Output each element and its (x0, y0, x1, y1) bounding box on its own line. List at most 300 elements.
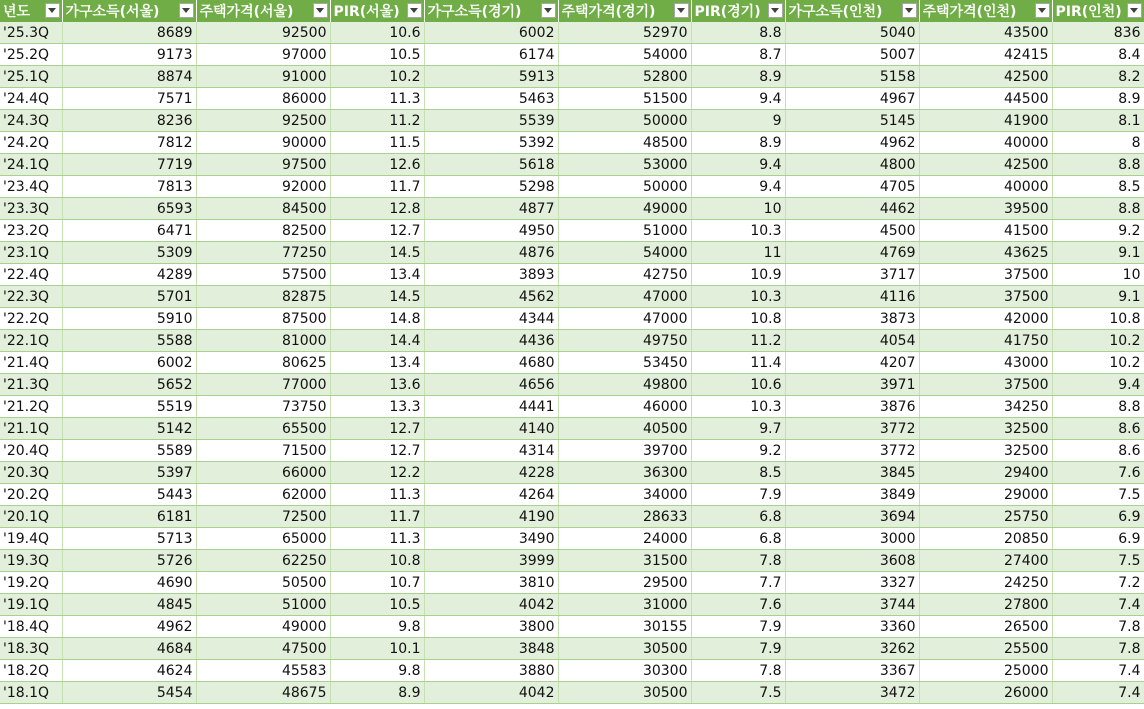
table-cell[interactable]: 50000 (558, 176, 691, 198)
table-cell[interactable]: 36300 (558, 462, 691, 484)
column-header-income-incheon[interactable] (785, 0, 919, 22)
table-cell[interactable]: 7.5 (691, 682, 785, 704)
quarter-cell[interactable]: '20.2Q (0, 484, 62, 506)
quarter-cell[interactable]: '24.2Q (0, 132, 62, 154)
table-cell[interactable]: 49000 (558, 198, 691, 220)
table-cell[interactable]: 8236 (62, 110, 196, 132)
table-cell[interactable]: 82875 (196, 286, 330, 308)
table-cell[interactable]: 3262 (785, 638, 919, 660)
table-cell[interactable]: 8689 (62, 22, 196, 44)
table-cell[interactable]: 10.6 (330, 22, 424, 44)
table-cell[interactable]: 4962 (785, 132, 919, 154)
table-cell[interactable]: 3880 (424, 660, 558, 682)
table-cell[interactable]: 4962 (62, 616, 196, 638)
table-cell[interactable]: 3608 (785, 550, 919, 572)
quarter-cell[interactable]: '22.1Q (0, 330, 62, 352)
table-cell[interactable]: 7.4 (1052, 682, 1144, 704)
table-cell[interactable]: 82500 (196, 220, 330, 242)
quarter-cell[interactable]: '19.1Q (0, 594, 62, 616)
table-cell[interactable]: 7.8 (1052, 616, 1144, 638)
filter-dropdown-icon[interactable] (313, 3, 328, 18)
table-cell[interactable]: 66000 (196, 462, 330, 484)
quarter-cell[interactable]: '25.1Q (0, 66, 62, 88)
table-cell[interactable]: 7.9 (691, 638, 785, 660)
table-cell[interactable]: 6002 (62, 352, 196, 374)
column-header-pir-gyeonggi[interactable] (691, 0, 785, 22)
column-header-income-seoul[interactable] (62, 0, 196, 22)
table-cell[interactable]: 84500 (196, 198, 330, 220)
table-cell[interactable]: 4800 (785, 154, 919, 176)
table-cell[interactable]: 92500 (196, 110, 330, 132)
table-cell[interactable]: 3694 (785, 506, 919, 528)
table-cell[interactable]: 3800 (424, 616, 558, 638)
table-cell[interactable]: 10.8 (691, 308, 785, 330)
quarter-cell[interactable]: '21.3Q (0, 374, 62, 396)
table-cell[interactable]: 3000 (785, 528, 919, 550)
table-cell[interactable]: 50000 (558, 110, 691, 132)
table-cell[interactable]: 9.1 (1052, 286, 1144, 308)
table-cell[interactable]: 11 (691, 242, 785, 264)
table-cell[interactable]: 8.9 (330, 682, 424, 704)
table-cell[interactable]: 53450 (558, 352, 691, 374)
table-cell[interactable]: 3717 (785, 264, 919, 286)
table-cell[interactable]: 4441 (424, 396, 558, 418)
table-cell[interactable]: 7.4 (1052, 660, 1144, 682)
column-header-price-seoul[interactable] (196, 0, 330, 22)
filter-dropdown-icon[interactable] (407, 3, 422, 18)
table-cell[interactable]: 4436 (424, 330, 558, 352)
table-cell[interactable]: 7.7 (691, 572, 785, 594)
table-cell[interactable]: 12.8 (330, 198, 424, 220)
table-cell[interactable]: 8.8 (1052, 154, 1144, 176)
table-cell[interactable]: 7.2 (1052, 572, 1144, 594)
column-header-price-incheon[interactable] (919, 0, 1052, 22)
table-cell[interactable]: 13.4 (330, 264, 424, 286)
table-cell[interactable]: 11.5 (330, 132, 424, 154)
table-cell[interactable]: 10 (1052, 264, 1144, 286)
table-cell[interactable]: 8.7 (691, 44, 785, 66)
table-cell[interactable]: 7.9 (691, 484, 785, 506)
table-cell[interactable]: 12.2 (330, 462, 424, 484)
quarter-cell[interactable]: '22.2Q (0, 308, 62, 330)
table-cell[interactable]: 91000 (196, 66, 330, 88)
table-cell[interactable]: 73750 (196, 396, 330, 418)
table-cell[interactable]: 7.8 (691, 550, 785, 572)
quarter-cell[interactable]: '20.1Q (0, 506, 62, 528)
table-cell[interactable]: 37500 (919, 286, 1052, 308)
filter-dropdown-icon[interactable] (768, 3, 783, 18)
table-cell[interactable]: 10.2 (1052, 352, 1144, 374)
table-cell[interactable]: 8.2 (1052, 66, 1144, 88)
table-cell[interactable]: 42500 (919, 154, 1052, 176)
quarter-cell[interactable]: '20.4Q (0, 440, 62, 462)
table-cell[interactable]: 29400 (919, 462, 1052, 484)
table-cell[interactable]: 51500 (558, 88, 691, 110)
filter-dropdown-icon[interactable] (179, 3, 194, 18)
table-cell[interactable]: 9.7 (691, 418, 785, 440)
filter-dropdown-icon[interactable] (902, 3, 917, 18)
table-cell[interactable]: 10.9 (691, 264, 785, 286)
quarter-cell[interactable]: '24.4Q (0, 88, 62, 110)
table-cell[interactable]: 29500 (558, 572, 691, 594)
table-cell[interactable]: 9.2 (691, 440, 785, 462)
table-cell[interactable]: 6.9 (1052, 528, 1144, 550)
table-cell[interactable]: 43500 (919, 22, 1052, 44)
table-cell[interactable]: 5298 (424, 176, 558, 198)
table-cell[interactable]: 11.3 (330, 484, 424, 506)
table-cell[interactable]: 77250 (196, 242, 330, 264)
table-cell[interactable]: 8.5 (1052, 176, 1144, 198)
table-cell[interactable]: 5454 (62, 682, 196, 704)
quarter-cell[interactable]: '19.4Q (0, 528, 62, 550)
table-cell[interactable]: 4684 (62, 638, 196, 660)
table-cell[interactable]: 10.7 (330, 572, 424, 594)
table-cell[interactable]: 48500 (558, 132, 691, 154)
table-cell[interactable]: 4207 (785, 352, 919, 374)
table-cell[interactable]: 5618 (424, 154, 558, 176)
table-cell[interactable]: 14.5 (330, 286, 424, 308)
table-cell[interactable]: 13.3 (330, 396, 424, 418)
table-cell[interactable]: 7.6 (1052, 462, 1144, 484)
table-cell[interactable]: 9 (691, 110, 785, 132)
table-cell[interactable]: 29000 (919, 484, 1052, 506)
table-cell[interactable]: 24250 (919, 572, 1052, 594)
table-cell[interactable]: 30300 (558, 660, 691, 682)
table-cell[interactable]: 97000 (196, 44, 330, 66)
table-cell[interactable]: 7571 (62, 88, 196, 110)
table-cell[interactable]: 9.8 (330, 660, 424, 682)
table-cell[interactable]: 37500 (919, 374, 1052, 396)
table-cell[interactable]: 41900 (919, 110, 1052, 132)
table-cell[interactable]: 51000 (558, 220, 691, 242)
table-cell[interactable]: 97500 (196, 154, 330, 176)
table-cell[interactable]: 5913 (424, 66, 558, 88)
table-cell[interactable]: 4624 (62, 660, 196, 682)
table-cell[interactable]: 4314 (424, 440, 558, 462)
table-cell[interactable]: 3848 (424, 638, 558, 660)
table-cell[interactable]: 7.4 (1052, 594, 1144, 616)
table-cell[interactable]: 80625 (196, 352, 330, 374)
table-cell[interactable]: 54000 (558, 242, 691, 264)
table-cell[interactable]: 4500 (785, 220, 919, 242)
table-cell[interactable]: 4140 (424, 418, 558, 440)
table-cell[interactable]: 4042 (424, 682, 558, 704)
table-cell[interactable]: 20850 (919, 528, 1052, 550)
table-cell[interactable]: 14.8 (330, 308, 424, 330)
table-cell[interactable]: 44500 (919, 88, 1052, 110)
table-cell[interactable]: 9.4 (691, 176, 785, 198)
table-cell[interactable]: 6471 (62, 220, 196, 242)
quarter-cell[interactable]: '22.3Q (0, 286, 62, 308)
table-cell[interactable]: 3772 (785, 440, 919, 462)
table-cell[interactable]: 4042 (424, 594, 558, 616)
table-cell[interactable]: 3849 (785, 484, 919, 506)
table-cell[interactable]: 4845 (62, 594, 196, 616)
table-cell[interactable]: 3327 (785, 572, 919, 594)
table-cell[interactable]: 4690 (62, 572, 196, 594)
table-cell[interactable]: 37500 (919, 264, 1052, 286)
table-cell[interactable]: 11.2 (691, 330, 785, 352)
table-cell[interactable]: 42000 (919, 308, 1052, 330)
table-cell[interactable]: 92500 (196, 22, 330, 44)
table-cell[interactable]: 3367 (785, 660, 919, 682)
table-cell[interactable]: 14.4 (330, 330, 424, 352)
table-cell[interactable]: 8.4 (1052, 44, 1144, 66)
table-cell[interactable]: 54000 (558, 44, 691, 66)
table-cell[interactable]: 30500 (558, 638, 691, 660)
table-cell[interactable]: 4680 (424, 352, 558, 374)
table-cell[interactable]: 10.3 (691, 220, 785, 242)
quarter-cell[interactable]: '20.3Q (0, 462, 62, 484)
quarter-cell[interactable]: '18.4Q (0, 616, 62, 638)
table-cell[interactable]: 4705 (785, 176, 919, 198)
column-header-income-gyeonggi[interactable] (424, 0, 558, 22)
table-cell[interactable]: 10.8 (330, 550, 424, 572)
table-cell[interactable]: 10 (691, 198, 785, 220)
table-cell[interactable]: 5519 (62, 396, 196, 418)
filter-dropdown-icon[interactable] (1127, 3, 1142, 18)
table-cell[interactable]: 5007 (785, 44, 919, 66)
column-header-pir-seoul[interactable] (330, 0, 424, 22)
table-cell[interactable]: 5142 (62, 418, 196, 440)
table-cell[interactable]: 10.2 (1052, 330, 1144, 352)
quarter-cell[interactable]: '24.3Q (0, 110, 62, 132)
table-cell[interactable]: 4656 (424, 374, 558, 396)
table-cell[interactable]: 6593 (62, 198, 196, 220)
table-cell[interactable]: 65000 (196, 528, 330, 550)
table-cell[interactable]: 4769 (785, 242, 919, 264)
table-cell[interactable]: 5145 (785, 110, 919, 132)
table-cell[interactable]: 7.5 (1052, 550, 1144, 572)
table-cell[interactable]: 5392 (424, 132, 558, 154)
table-cell[interactable]: 8.6 (1052, 440, 1144, 462)
quarter-cell[interactable]: '19.3Q (0, 550, 62, 572)
table-cell[interactable]: 81000 (196, 330, 330, 352)
table-cell[interactable]: 28633 (558, 506, 691, 528)
quarter-cell[interactable]: '23.3Q (0, 198, 62, 220)
table-cell[interactable]: 4876 (424, 242, 558, 264)
table-cell[interactable]: 6.8 (691, 528, 785, 550)
table-cell[interactable]: 92000 (196, 176, 330, 198)
table-cell[interactable]: 10.6 (691, 374, 785, 396)
table-cell[interactable]: 27800 (919, 594, 1052, 616)
table-cell[interactable]: 8.8 (1052, 396, 1144, 418)
table-cell[interactable]: 10.8 (1052, 308, 1144, 330)
table-cell[interactable]: 3772 (785, 418, 919, 440)
quarter-cell[interactable]: '21.2Q (0, 396, 62, 418)
table-cell[interactable]: 13.6 (330, 374, 424, 396)
table-cell[interactable]: 11.4 (691, 352, 785, 374)
table-cell[interactable]: 5397 (62, 462, 196, 484)
table-cell[interactable]: 5910 (62, 308, 196, 330)
filter-dropdown-icon[interactable] (541, 3, 556, 18)
table-cell[interactable]: 32500 (919, 418, 1052, 440)
table-cell[interactable]: 9.4 (691, 154, 785, 176)
table-cell[interactable]: 14.5 (330, 242, 424, 264)
table-cell[interactable]: 52970 (558, 22, 691, 44)
table-cell[interactable]: 12.6 (330, 154, 424, 176)
table-cell[interactable]: 8874 (62, 66, 196, 88)
table-cell[interactable]: 4228 (424, 462, 558, 484)
table-cell[interactable]: 49750 (558, 330, 691, 352)
table-cell[interactable]: 47000 (558, 286, 691, 308)
column-header-price-gyeonggi[interactable] (558, 0, 691, 22)
table-cell[interactable]: 7.6 (691, 594, 785, 616)
table-cell[interactable]: 11.3 (330, 88, 424, 110)
table-cell[interactable]: 11.2 (330, 110, 424, 132)
table-cell[interactable]: 30500 (558, 682, 691, 704)
table-cell[interactable]: 72500 (196, 506, 330, 528)
table-cell[interactable]: 27400 (919, 550, 1052, 572)
table-cell[interactable]: 42415 (919, 44, 1052, 66)
table-cell[interactable]: 87500 (196, 308, 330, 330)
quarter-cell[interactable]: '19.2Q (0, 572, 62, 594)
table-cell[interactable]: 39700 (558, 440, 691, 462)
table-cell[interactable]: 43000 (919, 352, 1052, 374)
table-cell[interactable]: 11.7 (330, 176, 424, 198)
table-cell[interactable]: 8 (1052, 132, 1144, 154)
column-header-year[interactable] (0, 0, 62, 22)
table-cell[interactable]: 40500 (558, 418, 691, 440)
table-cell[interactable]: 4190 (424, 506, 558, 528)
table-cell[interactable]: 8.8 (691, 22, 785, 44)
table-cell[interactable]: 8.9 (691, 66, 785, 88)
table-cell[interactable]: 9.4 (1052, 374, 1144, 396)
table-cell[interactable]: 90000 (196, 132, 330, 154)
quarter-cell[interactable]: '18.3Q (0, 638, 62, 660)
table-cell[interactable]: 9.4 (691, 88, 785, 110)
table-cell[interactable]: 7.8 (1052, 638, 1144, 660)
table-cell[interactable]: 9.8 (330, 616, 424, 638)
quarter-cell[interactable]: '25.2Q (0, 44, 62, 66)
table-cell[interactable]: 13.4 (330, 352, 424, 374)
table-cell[interactable]: 4116 (785, 286, 919, 308)
table-cell[interactable]: 8.6 (1052, 418, 1144, 440)
table-cell[interactable]: 5589 (62, 440, 196, 462)
table-cell[interactable]: 4950 (424, 220, 558, 242)
table-cell[interactable]: 8.9 (1052, 88, 1144, 110)
table-cell[interactable]: 10.1 (330, 638, 424, 660)
table-cell[interactable]: 42750 (558, 264, 691, 286)
table-cell[interactable]: 3971 (785, 374, 919, 396)
table-cell[interactable]: 3845 (785, 462, 919, 484)
table-cell[interactable]: 3744 (785, 594, 919, 616)
table-cell[interactable]: 7.8 (691, 660, 785, 682)
quarter-cell[interactable]: '18.2Q (0, 660, 62, 682)
table-cell[interactable]: 57500 (196, 264, 330, 286)
table-cell[interactable]: 10.2 (330, 66, 424, 88)
table-cell[interactable]: 41500 (919, 220, 1052, 242)
table-cell[interactable]: 26500 (919, 616, 1052, 638)
table-cell[interactable]: 5713 (62, 528, 196, 550)
table-cell[interactable]: 8.8 (1052, 198, 1144, 220)
column-header-pir-incheon[interactable] (1052, 0, 1144, 22)
table-cell[interactable]: 24000 (558, 528, 691, 550)
table-cell[interactable]: 5158 (785, 66, 919, 88)
quarter-cell[interactable]: '25.3Q (0, 22, 62, 44)
table-cell[interactable]: 3810 (424, 572, 558, 594)
table-cell[interactable]: 77000 (196, 374, 330, 396)
table-cell[interactable]: 43625 (919, 242, 1052, 264)
table-cell[interactable]: 4054 (785, 330, 919, 352)
table-cell[interactable]: 5309 (62, 242, 196, 264)
table-cell[interactable]: 4462 (785, 198, 919, 220)
table-cell[interactable]: 32500 (919, 440, 1052, 462)
quarter-cell[interactable]: '23.4Q (0, 176, 62, 198)
table-cell[interactable]: 12.7 (330, 220, 424, 242)
table-cell[interactable]: 40000 (919, 176, 1052, 198)
table-cell[interactable]: 52800 (558, 66, 691, 88)
table-cell[interactable]: 34250 (919, 396, 1052, 418)
quarter-cell[interactable]: '22.4Q (0, 264, 62, 286)
table-cell[interactable]: 25500 (919, 638, 1052, 660)
table-cell[interactable]: 6.9 (1052, 506, 1144, 528)
table-cell[interactable]: 10.5 (330, 594, 424, 616)
table-cell[interactable]: 5463 (424, 88, 558, 110)
table-cell[interactable]: 34000 (558, 484, 691, 506)
table-cell[interactable]: 62250 (196, 550, 330, 572)
table-cell[interactable]: 39500 (919, 198, 1052, 220)
table-cell[interactable]: 6002 (424, 22, 558, 44)
table-cell[interactable]: 7.5 (1052, 484, 1144, 506)
table-cell[interactable]: 8.1 (1052, 110, 1144, 132)
table-cell[interactable]: 4967 (785, 88, 919, 110)
table-cell[interactable]: 4264 (424, 484, 558, 506)
table-cell[interactable]: 3873 (785, 308, 919, 330)
quarter-cell[interactable]: '23.1Q (0, 242, 62, 264)
quarter-cell[interactable]: '24.1Q (0, 154, 62, 176)
table-cell[interactable]: 5726 (62, 550, 196, 572)
table-cell[interactable]: 53000 (558, 154, 691, 176)
table-cell[interactable]: 62000 (196, 484, 330, 506)
table-cell[interactable]: 7.9 (691, 616, 785, 638)
quarter-cell[interactable]: '23.2Q (0, 220, 62, 242)
table-cell[interactable]: 9.2 (1052, 220, 1144, 242)
table-cell[interactable]: 5652 (62, 374, 196, 396)
table-cell[interactable]: 9173 (62, 44, 196, 66)
table-cell[interactable]: 49800 (558, 374, 691, 396)
table-cell[interactable]: 12.7 (330, 440, 424, 462)
table-cell[interactable]: 6.8 (691, 506, 785, 528)
table-cell[interactable]: 6174 (424, 44, 558, 66)
table-cell[interactable]: 836 (1052, 22, 1144, 44)
table-cell[interactable]: 65500 (196, 418, 330, 440)
table-cell[interactable]: 5588 (62, 330, 196, 352)
table-cell[interactable]: 47000 (558, 308, 691, 330)
table-cell[interactable]: 11.3 (330, 528, 424, 550)
table-cell[interactable]: 5443 (62, 484, 196, 506)
table-cell[interactable]: 51000 (196, 594, 330, 616)
table-cell[interactable]: 4344 (424, 308, 558, 330)
table-cell[interactable]: 3999 (424, 550, 558, 572)
table-cell[interactable]: 10.3 (691, 396, 785, 418)
table-cell[interactable]: 31000 (558, 594, 691, 616)
table-cell[interactable]: 7812 (62, 132, 196, 154)
table-cell[interactable]: 40000 (919, 132, 1052, 154)
quarter-cell[interactable]: '21.4Q (0, 352, 62, 374)
table-cell[interactable]: 31500 (558, 550, 691, 572)
table-cell[interactable]: 50500 (196, 572, 330, 594)
table-cell[interactable]: 10.5 (330, 44, 424, 66)
quarter-cell[interactable]: '21.1Q (0, 418, 62, 440)
table-cell[interactable]: 11.7 (330, 506, 424, 528)
table-cell[interactable]: 49000 (196, 616, 330, 638)
table-cell[interactable]: 4877 (424, 198, 558, 220)
table-cell[interactable]: 47500 (196, 638, 330, 660)
table-cell[interactable]: 4562 (424, 286, 558, 308)
table-cell[interactable]: 3360 (785, 616, 919, 638)
filter-dropdown-icon[interactable] (674, 3, 689, 18)
